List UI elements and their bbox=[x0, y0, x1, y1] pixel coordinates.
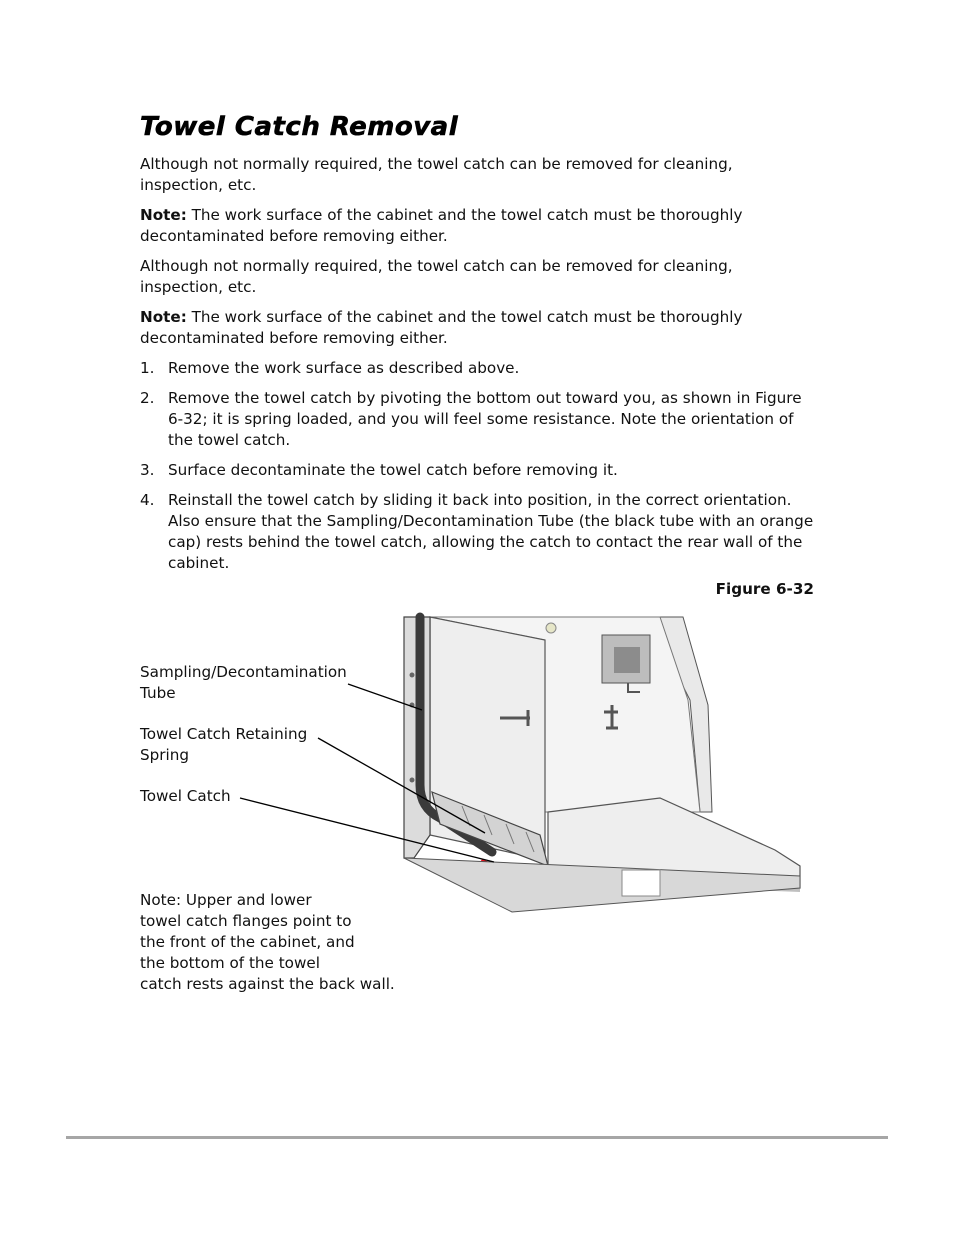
step-number: 2. bbox=[140, 389, 155, 407]
page-title: Towel Catch Removal bbox=[140, 112, 459, 142]
intro-text-repeat: Although not normally required, the towel catch can be removed for cleaning, inspection, etc. bbox=[140, 257, 733, 296]
note-text-repeat: The work surface of the cabinet and the towel catch must be thoroughly decontaminated before removing either. bbox=[140, 308, 743, 347]
orientation-note-line: towel catch flanges point to bbox=[140, 912, 352, 930]
orientation-note-line: the front of the cabinet, and bbox=[140, 933, 355, 951]
tube-callout-line: Sampling/Decontamination bbox=[140, 663, 347, 681]
outlet-face bbox=[614, 647, 640, 673]
frame-rivet bbox=[410, 673, 415, 678]
orientation-note-line: catch rests against the back wall. bbox=[140, 975, 395, 993]
orientation-note-line: Note: Upper and lower bbox=[140, 891, 312, 909]
tube-callout bbox=[140, 662, 347, 704]
frame-rivet bbox=[410, 778, 415, 783]
figure-caption: Figure 6-32 bbox=[715, 580, 814, 598]
tube-callout-line: Tube bbox=[140, 684, 176, 702]
note-label: Note: bbox=[140, 206, 187, 224]
back-wall-knob bbox=[546, 623, 556, 633]
step-number: 4. bbox=[140, 491, 155, 509]
step-number: 1. bbox=[140, 359, 155, 377]
step-number: 3. bbox=[140, 461, 155, 479]
step-text: Surface decontaminate the towel catch before removing it. bbox=[168, 461, 618, 479]
orientation-note-line: the bottom of the towel bbox=[140, 954, 320, 972]
catch-callout: Towel Catch bbox=[140, 787, 231, 805]
footer-rule bbox=[66, 1136, 888, 1139]
spring-callout-line: Spring bbox=[140, 746, 190, 764]
note-text: The work surface of the cabinet and the towel catch must be thoroughly decontaminated before removing either. bbox=[140, 206, 743, 245]
step-text: Reinstall the towel catch by sliding it back into position, in the correct orientation. Also ensure that the Sampling/Decontamination Tube (the black tube with an orange cap) rests behind the towel catch, allowing the catch to contact the rear wall of the cabinet. bbox=[168, 491, 814, 572]
step-text: Remove the work surface as described above. bbox=[168, 359, 520, 377]
note-label-repeat: Note: bbox=[140, 308, 187, 326]
intro-text: Although not normally required, the towel catch can be removed for cleaning, inspection, etc. bbox=[140, 155, 733, 194]
spring-callout bbox=[140, 724, 307, 766]
spring-callout-line: Towel Catch Retaining bbox=[140, 725, 308, 743]
base-opening bbox=[622, 870, 660, 896]
step-text: Remove the towel catch by pivoting the bottom out toward you, as shown in Figure 6-32; it is spring loaded, and you will feel some resistance. Note the orientation of the towel catch. bbox=[168, 389, 802, 449]
orientation-note bbox=[140, 890, 395, 995]
